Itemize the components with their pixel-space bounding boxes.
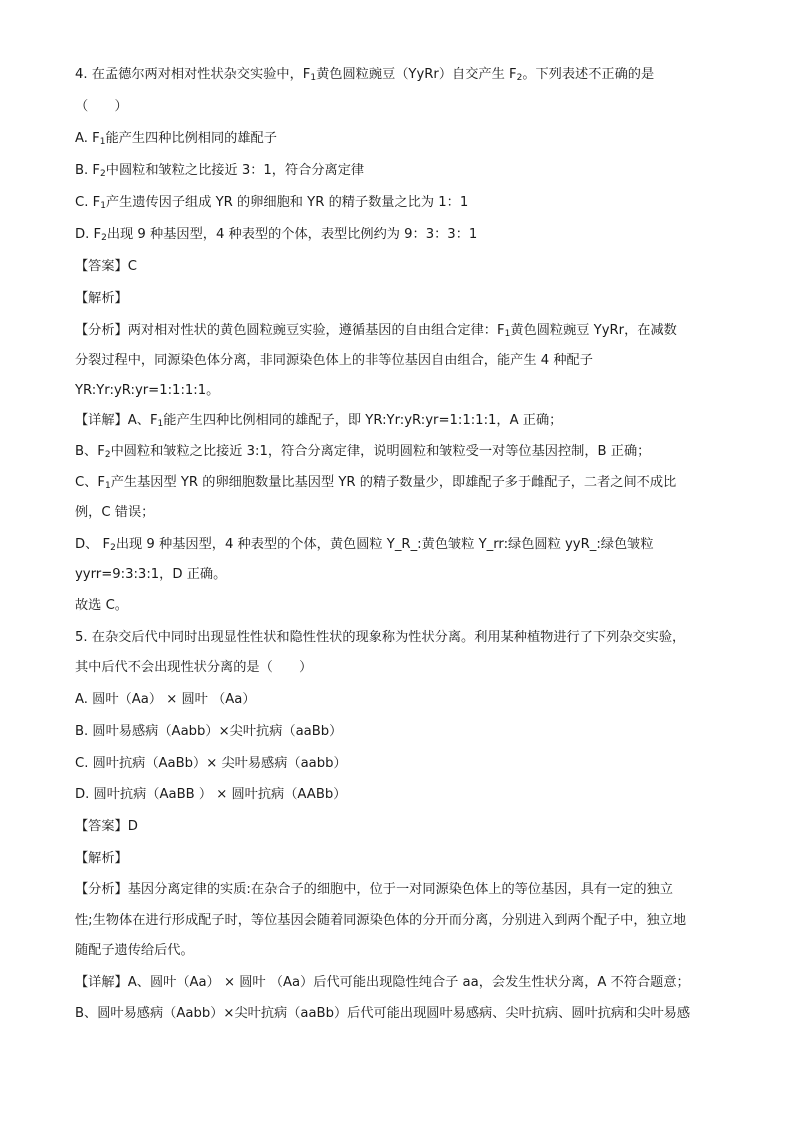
option-text: D. F [75,227,102,242]
q5-stem-line-1: 5. 在杂交后代中同时出现显性性状和隐性性状的现象称为性状分离。利用某种植物进行了下列杂交实验， [75,630,686,645]
option-text: C. F [75,195,101,210]
q4-stem-text: 4. 在孟德尔两对相对性状杂交实验中，F [75,67,311,82]
subscript: 2 [110,543,116,553]
q5-option-b: B. 圆叶易感病（Aabb）×尖叶抗病（aaBb） [75,724,343,739]
detail-text: D、 F [75,537,111,552]
subscript: 2 [104,450,111,460]
q4-detail-line-3 [75,474,676,492]
q5-fenxi-line-3: 随配子遗传给后代。 [75,943,194,958]
q4-stem-text: 黄色圆粒豌豆（YyRr）自交产生 F [316,67,517,82]
q4-detail-line-4: 例，C 错误； [75,505,155,520]
detail-text: B、F [75,444,105,459]
q4-option-c [75,194,468,212]
q5-detail-line-2: B、圆叶易感病（Aabb）×尖叶抗病（aaBb）后代可能出现圆叶易感病、尖叶抗病、圆叶抗病和尖叶易感 [75,1006,691,1021]
detail-text: 能产生四种比例相同的雄配子，即 YR:Yr:yR:yr=1:1:1:1，A 正确； [163,413,563,428]
detail-text: 产生基因型 YR 的卵细胞数量比基因型 YR 的精子数量少，即雄配子多于雌配子，二者之间不成比 [110,475,677,490]
q4-answer: 【答案】C [75,259,137,274]
q4-detail-line-5 [75,536,654,554]
q4-option-a [75,130,277,148]
q5-stem-line-2: 其中后代不会出现性状分离的是（ ） [75,660,313,675]
q5-option-a: A. 圆叶（Aa） × 圆叶 （Aa） [75,692,256,707]
subscript: 2 [101,233,107,243]
q4-stem-text: 。下列表述不正确的是 [522,67,655,82]
subscript: 1 [504,329,511,339]
q5-fenxi-line-1: 【分析】基因分离定律的实质:在杂合子的细胞中，位于一对同源染色体上的等位基因，具有一定的独立 [75,882,673,897]
q5-option-d: D. 圆叶抗病（AaBB ） × 圆叶抗病（AABb） [75,787,347,802]
detail-text: 【详解】A、F [75,413,158,428]
subscript: 1 [100,201,106,211]
q4-paren: （ ） [75,99,128,114]
detail-text: 中圆粒和皱粒之比接近 3:1，符合分离定律，说明圆粒和皱粒受一对等位基因控制，B 正确； [110,444,651,459]
q5-fenxi-line-2: 性;生物体在进行形成配子时，等位基因会随着同源染色体的分开而分离，分别进入到两个配子中，独立地 [75,913,687,928]
option-text: 出现 9 种基因型，4 种表型的个体，表型比例约为 9：3：3：1 [106,227,478,242]
option-text: B. F [75,163,101,178]
subscript: 2 [100,169,106,179]
q5-analysis-label: 【解析】 [75,851,128,866]
option-text: 能产生四种比例相同的雄配子 [105,131,277,146]
q4-detail-line-2 [75,443,650,461]
q4-fenxi-line-1 [75,322,677,340]
q4-stem [75,66,654,84]
detail-text: C、F [75,475,105,490]
q5-answer: 【答案】D [75,819,138,834]
option-text: 产生遗传因子组成 YR 的卵细胞和 YR 的精子数量之比为 1：1 [105,195,469,210]
detail-text: 出现 9 种基因型，4 种表型的个体，黄色圆粒 Y_R_:黄色皱粒 Y_rr:绿色圆粒 yyR_:绿色皱粒 [115,537,654,552]
subscript: 1 [310,73,317,83]
q5-detail-line-1: 【详解】A、圆叶（Aa） × 圆叶 （Aa）后代可能出现隐性纯合子 aa，会发生性状分离，A 不符合题意； [75,975,690,990]
q4-option-b [75,162,364,180]
q4-option-d [75,226,477,244]
fenxi-text: 黄色圆粒豌豆 YyRr，在减数 [510,323,677,338]
q5-option-c: C. 圆叶抗病（AaBb）× 尖叶易感病（aabb） [75,756,347,771]
option-text: 中圆粒和皱粒之比接近 3：1，符合分离定律 [105,163,365,178]
q4-analysis-label: 【解析】 [75,291,128,306]
q4-fenxi-line-2: 分裂过程中，同源染色体分离，非同源染色体上的非等位基因自由组合，能产生 4 种配子 [75,353,593,368]
subscript: 1 [157,419,164,429]
q4-detail-line-6: yyrr=9:3:3:1，D 正确。 [75,567,227,582]
q4-detail-line-1 [75,412,562,430]
fenxi-text: 【分析】两对相对性状的黄色圆粒豌豆实验，遵循基因的自由组合定律：F [75,323,505,338]
q4-fenxi-line-3: YR:Yr:yR:yr=1:1:1:1。 [75,383,220,398]
q4-choose: 故选 C。 [75,598,128,613]
option-text: A. F [75,131,100,146]
subscript: 2 [516,73,523,83]
subscript: 1 [99,137,106,147]
subscript: 1 [104,481,111,491]
